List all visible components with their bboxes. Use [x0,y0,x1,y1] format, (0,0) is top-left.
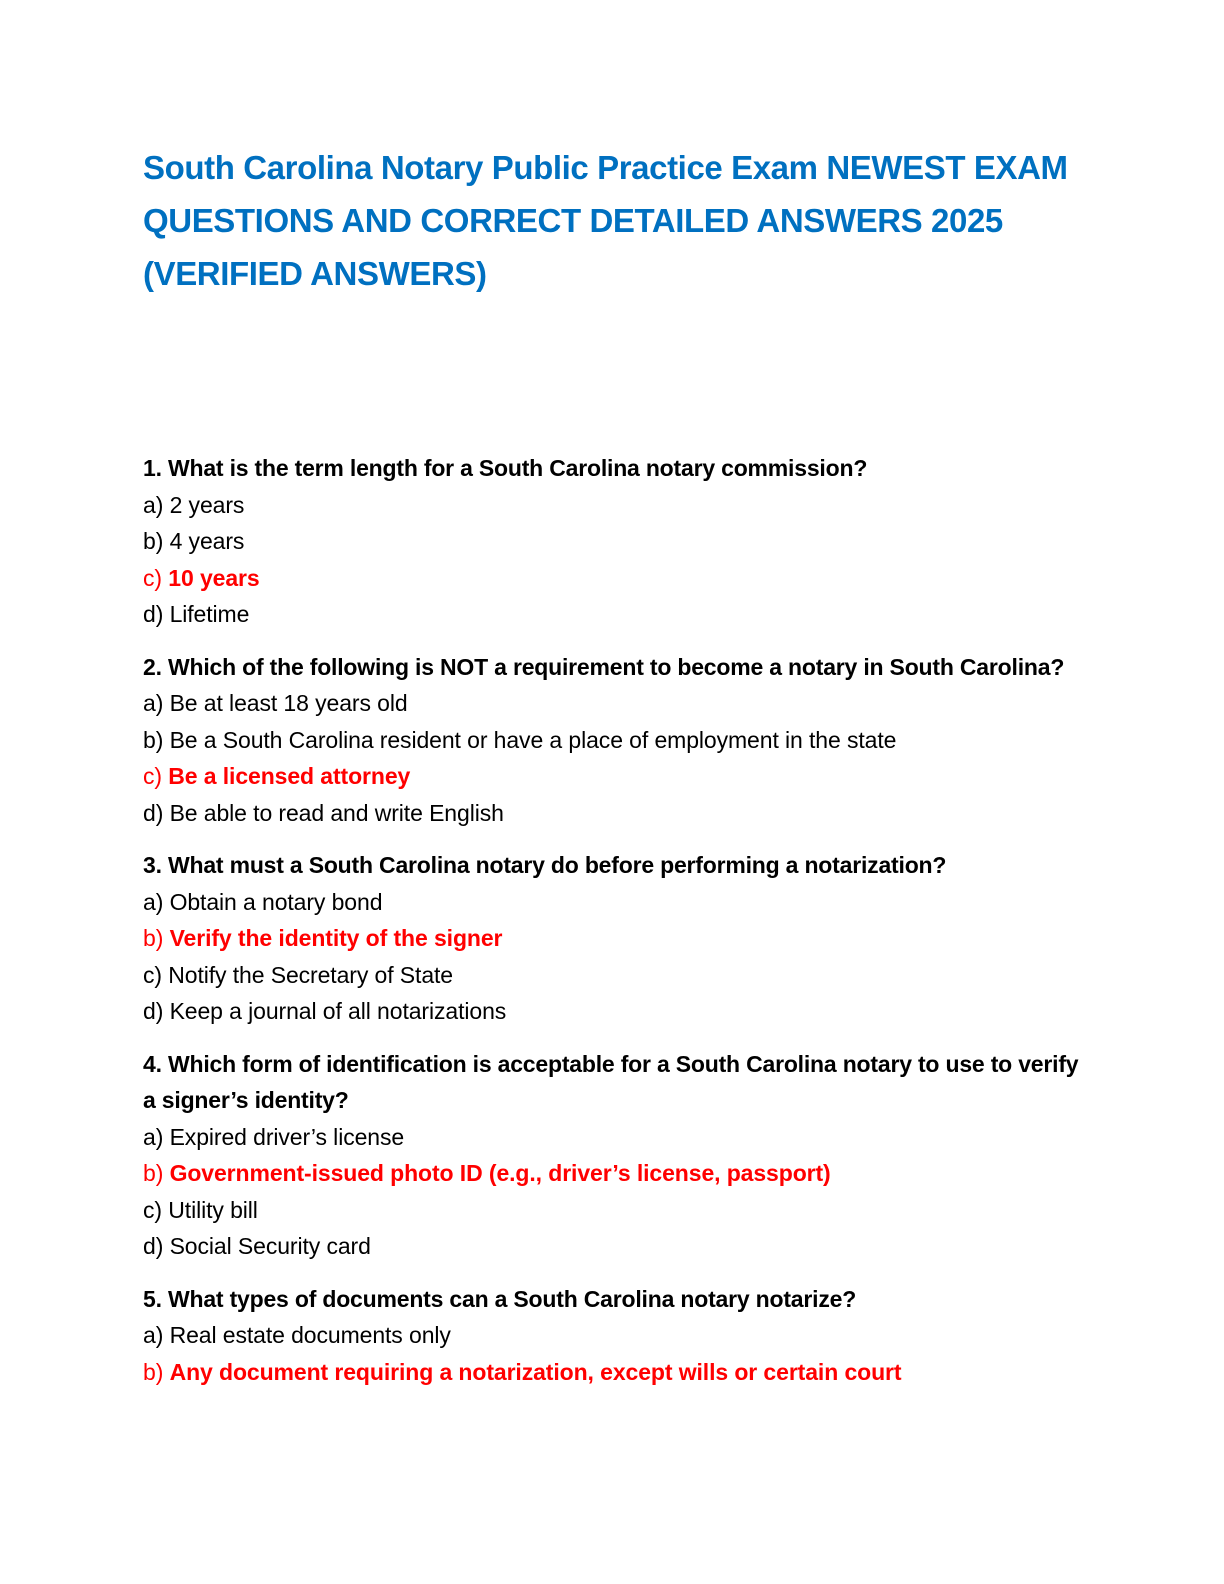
option-letter: b) [143,726,164,753]
answer-option-c [143,758,1083,795]
option-letter: d) [143,1233,164,1259]
answer-option-b [143,1354,1083,1391]
option-letter: b) [143,1160,164,1186]
answer-option-b [143,920,1083,957]
option-letter: c) [143,763,162,789]
option-text: 4 years [169,528,245,554]
option-text: Obtain a notary bond [169,888,383,915]
option-text: 10 years [168,564,260,591]
option-letter: a) [143,1123,164,1150]
question-3 [143,847,1083,1030]
answer-option-a [143,487,1083,524]
answer-option-b [143,1155,1083,1192]
option-letter: a) [143,888,164,915]
document-title: South Carolina Notary Public Practice Exam NEWEST EXAM QUESTIONS AND CORRECT DETAILED ANSWERS 2025 (VERIFIED ANSWERS) [143,149,1068,292]
question-list [143,450,1083,1406]
answer-option-d [143,993,1083,1030]
answer-option-a [143,685,1083,722]
option-letter: c) [143,564,162,591]
option-letter: d) [143,799,164,826]
option-text: Be a licensed attorney [168,763,411,789]
answer-option-d [143,795,1083,832]
option-letter: c) [143,1196,162,1223]
option-text: Social Security card [169,1233,371,1259]
option-text: Any document requiring a notarization, except wills or certain court [169,1358,902,1385]
option-text: Verify the identity of the signer [169,925,503,951]
option-text: 2 years [169,491,245,518]
option-letter: a) [143,690,164,716]
question-5 [143,1281,1083,1391]
answer-option-c [143,1192,1083,1229]
option-text: Keep a journal of all notarizations [169,998,507,1024]
question-4 [143,1046,1083,1265]
option-letter: d) [143,998,164,1024]
answer-option-a [143,884,1083,921]
question-text: 5. What types of documents can a South Carolina notary notarize? [143,1285,857,1312]
option-text: Real estate documents only [169,1322,451,1348]
answer-option-b [143,523,1083,560]
option-text: Expired driver’s license [169,1123,405,1150]
option-letter: b) [143,528,164,554]
question-2 [143,649,1083,832]
answer-option-b [143,722,1083,759]
question-text: 3. What must a South Carolina notary do before performing a notarization? [143,852,947,878]
answer-option-a [143,1119,1083,1156]
question-1 [143,450,1083,633]
answer-option-a [143,1317,1083,1354]
answer-option-d [143,596,1083,633]
option-text: Lifetime [169,601,250,627]
option-text: Utility bill [168,1196,258,1223]
option-text: Notify the Secretary of State [168,961,454,988]
answer-option-c [143,957,1083,994]
option-letter: b) [143,925,164,951]
question-text: 1. What is the term length for a South Carolina notary commission? [143,455,868,481]
question-text: 2. Which of the following is NOT a requirement to become a notary in South Carolina? [143,653,1065,680]
option-text: Government-issued photo ID (e.g., driver’s license, passport) [169,1160,831,1186]
option-letter: b) [143,1358,164,1385]
option-text: Be at least 18 years old [169,690,408,716]
option-letter: a) [143,491,164,518]
option-letter: d) [143,601,164,627]
answer-option-c [143,560,1083,597]
option-letter: a) [143,1322,164,1348]
option-text: Be able to read and write English [169,799,504,826]
answer-option-d [143,1228,1083,1265]
option-letter: c) [143,961,162,988]
option-text: Be a South Carolina resident or have a place of employment in the state [169,726,897,753]
question-text: 4. Which form of identification is acceptable for a South Carolina notary to use to verify a signer’s identity? [143,1050,1079,1113]
